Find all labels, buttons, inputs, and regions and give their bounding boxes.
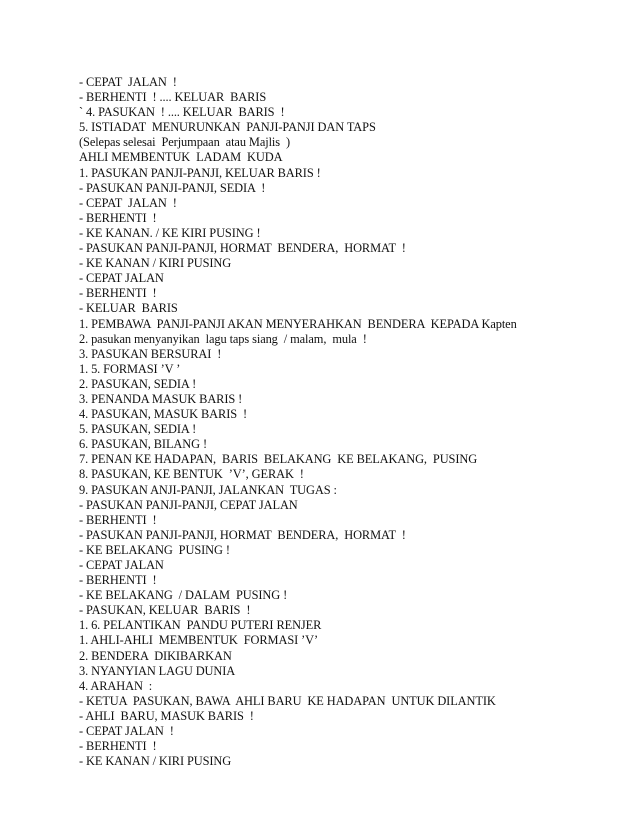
text-line: - KE BELAKANG / DALAM PUSING !: [79, 588, 288, 603]
text-line: - KELUAR BARIS: [79, 301, 178, 316]
text-line: 3. PENANDA MASUK BARIS !: [79, 391, 243, 406]
text-line: - PASUKAN PANJI-PANJI, CEPAT JALAN: [79, 497, 298, 512]
text-line: - BERHENTI !: [79, 512, 157, 527]
text-line: 1. 5. FORMASI ’V ’: [79, 361, 181, 376]
text-line: 4. ARAHAN :: [79, 678, 153, 693]
text-line: - CEPAT JALAN !: [79, 724, 174, 739]
text-line: 1. 6. PELANTIKAN PANDU PUTERI RENJER: [79, 618, 322, 633]
text-line: 9. PASUKAN ANJI-PANJI, JALANKAN TUGAS :: [79, 482, 337, 497]
text-line: - CEPAT JALAN: [79, 558, 164, 572]
text-line: (Selepas selesai Perjumpaan atau Majlis ): [79, 135, 290, 150]
text-line: 3. PASUKAN BERSURAI !: [79, 346, 222, 361]
text-line: - KE KANAN / KIRI PUSING: [79, 754, 232, 769]
text-line: 7. PENAN KE HADAPAN, BARIS BELAKANG KE BELAKANG, PUSING: [79, 452, 478, 467]
text-line: 6. PASUKAN, BILANG !: [79, 437, 207, 452]
text-line: - PASUKAN PANJI-PANJI, HORMAT BENDERA, HORMAT !: [79, 241, 406, 256]
text-line: - BERHENTI !: [79, 739, 157, 754]
text-line: ` 4. PASUKAN ! .... KELUAR BARIS !: [79, 105, 285, 120]
text-line: 8. PASUKAN, KE BENTUK ’V’, GERAK !: [79, 467, 304, 482]
text-line: - BERHENTI ! .... KELUAR BARIS: [79, 90, 267, 105]
text-line: - KE KANAN. / KE KIRI PUSING !: [79, 225, 261, 240]
text-line: 5. PASUKAN, SEDIA !: [79, 422, 197, 437]
text-line: - PASUKAN PANJI-PANJI, SEDIA !: [79, 180, 266, 195]
text-line: 1. PASUKAN PANJI-PANJI, KELUAR BARIS !: [79, 165, 321, 180]
text-line: - KE KANAN / KIRI PUSING: [79, 256, 232, 271]
text-line: - KETUA PASUKAN, BAWA AHLI BARU KE HADAPAN UNTUK DILANTIK: [79, 693, 496, 708]
text-line: 3. NYANYIAN LAGU DUNIA: [79, 663, 236, 678]
text-line: - KE BELAKANG PUSING !: [79, 542, 230, 557]
text-line: - AHLI BARU, MASUK BARIS !: [79, 708, 254, 723]
text-line: - CEPAT JALAN !: [79, 195, 177, 210]
document-text-block: [79, 75, 619, 769]
text-line: 2. pasukan menyanyikan lagu taps siang / malam, mula !: [79, 331, 367, 346]
text-line: AHLI MEMBENTUK LADAM KUDA: [79, 150, 283, 165]
text-line: - PASUKAN PANJI-PANJI, HORMAT BENDERA, HORMAT !: [79, 527, 406, 542]
text-line: - BERHENTI !: [79, 286, 157, 301]
text-line: - BERHENTI !: [79, 210, 157, 225]
text-line: - PASUKAN, KELUAR BARIS !: [79, 603, 251, 618]
text-line: 2. PASUKAN, SEDIA !: [79, 376, 197, 391]
text-line: - CEPAT JALAN !: [79, 75, 177, 89]
text-line: 1. AHLI-AHLI MEMBENTUK FORMASI ’V’: [79, 633, 319, 648]
text-line: - BERHENTI !: [79, 573, 157, 588]
text-line: 1. PEMBAWA PANJI-PANJI AKAN MENYERAHKAN BENDERA KEPADA Kapten: [79, 316, 517, 331]
text-line: 4. PASUKAN, MASUK BARIS !: [79, 407, 248, 422]
text-line: - CEPAT JALAN: [79, 271, 164, 286]
text-line: 2. BENDERA DIKIBARKAN: [79, 648, 232, 663]
text-line: 5. ISTIADAT MENURUNKAN PANJI-PANJI DAN TAPS: [79, 120, 376, 135]
